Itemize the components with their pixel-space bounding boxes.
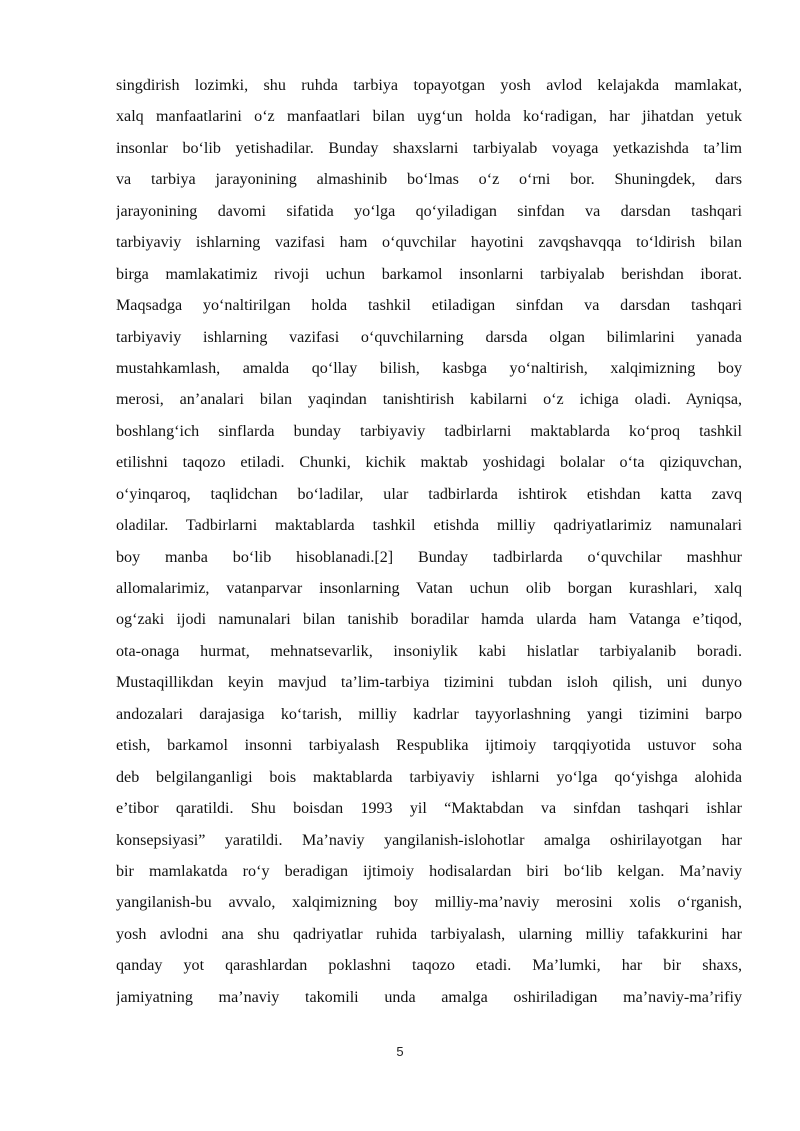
body-paragraph [116, 70, 742, 1013]
text-line-26: bir mamlakatda ro‘y beradigan ijtimoiy hodisalardan biri bo‘lib kelgan. Ma’naviy [116, 862, 742, 880]
text-line-10: mustahkamlash, amalda qo‘llay bilish, kasbga yo‘naltirish, xalqimizning boy [116, 359, 742, 377]
text-line-2: xalq manfaatlarini o‘z manfaatlari bilan uyg‘un holda ko‘radigan, har jihatdan yetuk [116, 108, 742, 126]
text-line-17: allomalarimiz, vatanparvar insonlarning Vatan uchun olib borgan kurashlari, xalq [116, 580, 742, 597]
text-line-30: jamiyatning ma’naviy takomili unda amalga oshiriladigan ma’naviy-ma’rifiy [116, 988, 742, 1006]
text-line-1: singdirish lozimki, shu ruhda tarbiya topayotgan yosh avlod kelajakda mamlakat, [116, 77, 742, 94]
text-line-7: birga mamlakatimiz rivoji uchun barkamol insonlarni tarbiyalab berishdan iborat. [116, 265, 742, 283]
text-line-11: merosi, an’analari bilan yaqindan tanishtirish kabilarni o‘z ichiga oladi. Ayniqsa, [116, 391, 742, 409]
text-line-24: e’tibor qaratildi. Shu boisdan 1993 yil “Maktabdan va sinfdan tashqari ishlar [116, 800, 742, 818]
text-line-23: deb belgilanganligi bois maktablarda tarbiyaviy ishlarni yo‘lga qo‘yishga alohida [116, 768, 742, 786]
text-line-9: tarbiyaviy ishlarning vazifasi o‘quvchilarning darsda olgan bilimlarini yanada [116, 328, 742, 346]
text-line-13: etilishni taqozo etiladi. Chunki, kichik maktab yoshidagi bolalar o‘ta qiziquvchan, [116, 454, 742, 472]
text-line-25: konsepsiyasi” yaratildi. Ma’naviy yangilanish-islohotlar amalga oshirilayotgan har [116, 831, 742, 849]
page-number: 5 [396, 1044, 404, 1059]
text-line-4: va tarbiya jarayonining almashinib bo‘lmas o‘z o‘rni bor. Shuningdek, dars [116, 171, 742, 189]
text-line-14: o‘yinqaroq, taqlidchan bo‘ladilar, ular tadbirlarda ishtirok etishdan katta zavq [116, 485, 742, 503]
text-line-29: qanday yot qarashlardan poklashni taqozo etadi. Ma’lumki, har bir shaxs, [116, 957, 742, 975]
text-line-12: boshlang‘ich sinflarda bunday tarbiyaviy tadbirlarni maktablarda ko‘proq tashkil [116, 422, 742, 440]
text-line-3: insonlar bo‘lib yetishadilar. Bunday shaxslarni tarbiyalab voyaga yetkazishda ta’lim [116, 139, 742, 157]
text-line-21: andozalari darajasiga ko‘tarish, milliy kadrlar tayyorlashning yangi tizimini barpo [116, 705, 742, 723]
text-line-5: jarayonining davomi sifatida yo‘lga qo‘yiladigan sinfdan va darsdan tashqari [116, 202, 742, 220]
text-line-27: yangilanish-bu avvalo, xalqimizning boy milliy-ma’naviy merosini xolis o‘rganish, [116, 894, 742, 912]
text-line-20: Mustaqillikdan keyin mavjud ta’lim-tarbiya tizimini tubdan isloh qilish, uni dunyo [116, 674, 742, 692]
text-line-28: yosh avlodni ana shu qadriyatlar ruhida tarbiyalash, ularning milliy tafakkurini har [116, 925, 742, 943]
text-line-22: etish, barkamol insonni tarbiyalash Respublika ijtimoiy tarqqiyotida ustuvor soha [116, 737, 742, 755]
text-line-19: ota-onaga hurmat, mehnatsevarlik, insoniylik kabi hislatlar tarbiyalanib boradi. [116, 642, 742, 660]
text-line-18: og‘zaki ijodi namunalari bilan tanishib boradilar hamda ularda ham Vatanga e’tiqod, [116, 611, 742, 629]
text-line-15: oladilar. Tadbirlarni maktablarda tashkil etishda milliy qadriyatlarimiz namunalari [116, 517, 742, 535]
text-line-16: boy manba bo‘lib hisoblanadi.[2] Bunday tadbirlarda o‘quvchilar mashhur [116, 548, 742, 566]
text-line-6: tarbiyaviy ishlarning vazifasi ham o‘quvchilar hayotini zavqshavqqa to‘ldirish bilan [116, 234, 742, 252]
text-line-8: Maqsadga yo‘naltirilgan holda tashkil etiladigan sinfdan va darsdan tashqari [116, 297, 742, 315]
